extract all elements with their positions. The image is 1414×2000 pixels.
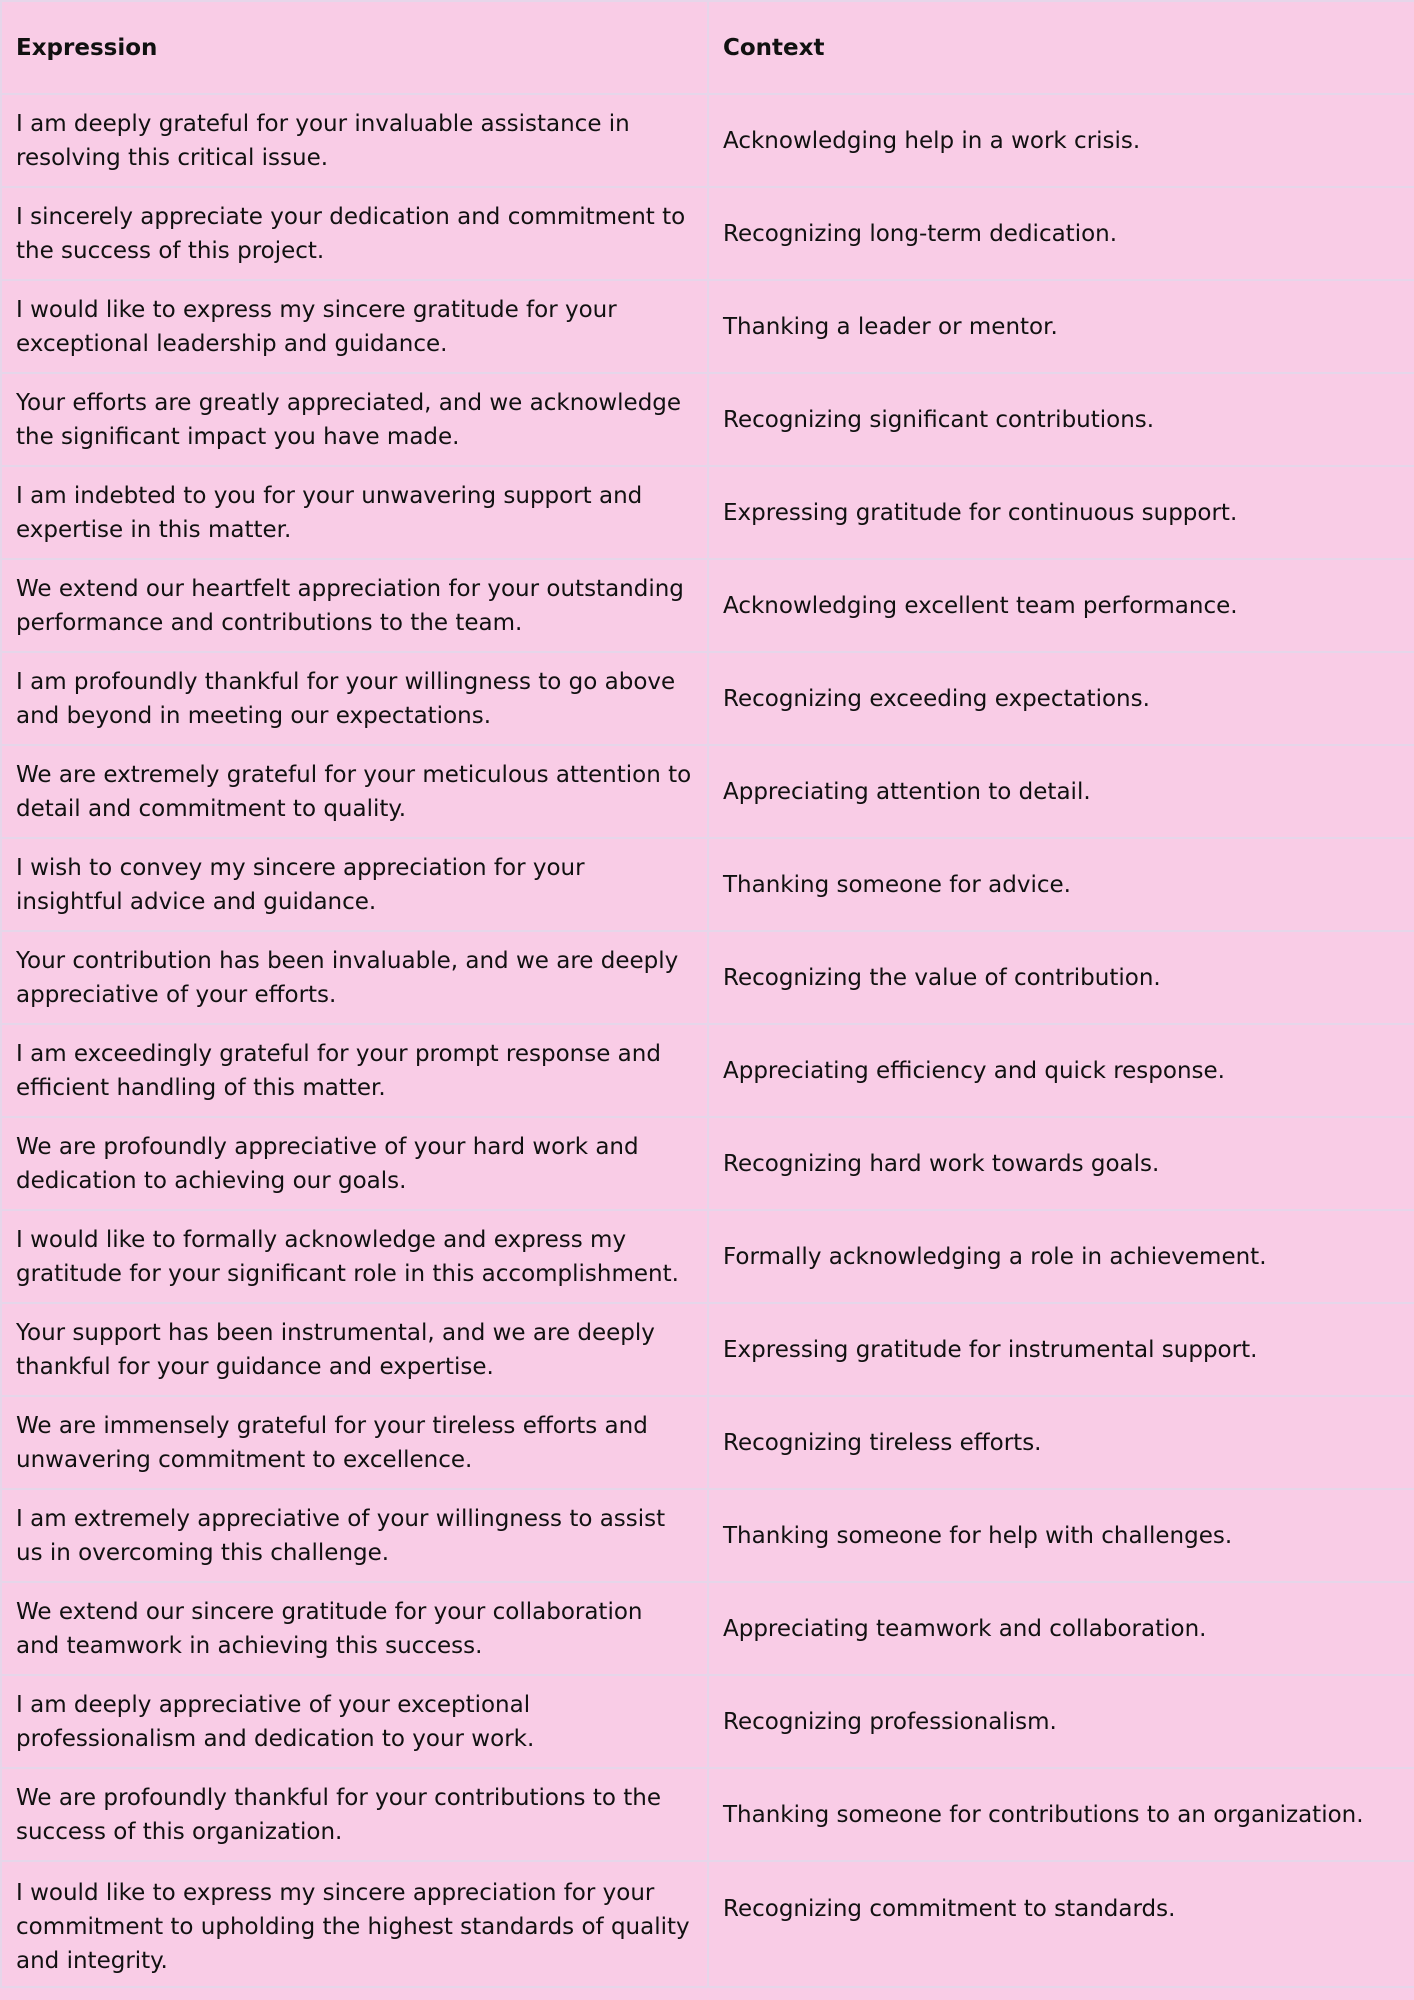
table-row (1, 1117, 1414, 1210)
context-cell: Recognizing exceeding expectations. (708, 652, 1414, 745)
table-row (1, 466, 1414, 559)
table-row (1, 1489, 1414, 1582)
context-cell: Acknowledging help in a work crisis. (708, 94, 1414, 187)
table-row (1, 745, 1414, 838)
expression-cell: I would like to express my sincere gratitude for your exceptional leadership and guidance. (1, 280, 708, 373)
context-cell: Recognizing significant contributions. (708, 373, 1414, 466)
table-row (1, 1582, 1414, 1675)
context-cell: Recognizing tireless efforts. (708, 1396, 1414, 1489)
table-row (1, 559, 1414, 652)
table-row (1, 838, 1414, 931)
expression-cell: I am deeply appreciative of your exceptional professionalism and dedication to your work. (1, 1675, 708, 1768)
table-row (1, 187, 1414, 280)
context-cell: Appreciating teamwork and collaboration. (708, 1582, 1414, 1675)
context-cell: Thanking someone for advice. (708, 838, 1414, 931)
table-row (1, 94, 1414, 187)
expression-cell: I am extremely appreciative of your willingness to assist us in overcoming this challenge. (1, 1489, 708, 1582)
expression-cell: I would like to express my sincere appreciation for your commitment to upholding the highest standards of quality and integrity. (1, 1861, 708, 1987)
context-cell: Expressing gratitude for continuous support. (708, 466, 1414, 559)
context-cell: Acknowledging excellent team performance. (708, 559, 1414, 652)
expression-cell: We extend our heartfelt appreciation for your outstanding performance and contributions to the team. (1, 559, 708, 652)
expression-cell: We are extremely grateful for your meticulous attention to detail and commitment to quality. (1, 745, 708, 838)
expression-cell: Your efforts are greatly appreciated, and we acknowledge the significant impact you have made. (1, 373, 708, 466)
context-cell: Recognizing professionalism. (708, 1675, 1414, 1768)
table-row (1, 373, 1414, 466)
expression-cell: I wish to convey my sincere appreciation for your insightful advice and guidance. (1, 838, 708, 931)
context-cell: Recognizing the value of contribution. (708, 931, 1414, 1024)
expression-cell: I am deeply grateful for your invaluable assistance in resolving this critical issue. (1, 94, 708, 187)
header-context: Context (708, 1, 1414, 94)
expression-cell: I am indebted to you for your unwavering support and expertise in this matter. (1, 466, 708, 559)
table-row (1, 1675, 1414, 1768)
expression-cell: I am profoundly thankful for your willingness to go above and beyond in meeting our expectations. (1, 652, 708, 745)
context-cell: Appreciating attention to detail. (708, 745, 1414, 838)
context-cell: Thanking someone for help with challenges. (708, 1489, 1414, 1582)
expression-cell: Your contribution has been invaluable, and we are deeply appreciative of your efforts. (1, 931, 708, 1024)
context-cell: Formally acknowledging a role in achievement. (708, 1210, 1414, 1303)
expression-cell: We extend our sincere gratitude for your collaboration and teamwork in achieving this success. (1, 1582, 708, 1675)
context-cell: Recognizing hard work towards goals. (708, 1117, 1414, 1210)
context-cell: Appreciating efficiency and quick response. (708, 1024, 1414, 1117)
context-cell: Recognizing long-term dedication. (708, 187, 1414, 280)
expression-cell: I sincerely appreciate your dedication and commitment to the success of this project. (1, 187, 708, 280)
table-row (1, 1396, 1414, 1489)
table-row (1, 1861, 1414, 1987)
header-expression: Expression (1, 1, 708, 94)
table-row (1, 652, 1414, 745)
table-row (1, 1024, 1414, 1117)
table-row (1, 931, 1414, 1024)
table-row (1, 1303, 1414, 1396)
table-row (1, 1210, 1414, 1303)
context-cell: Expressing gratitude for instrumental support. (708, 1303, 1414, 1396)
table-row (1, 280, 1414, 373)
header-row (1, 1, 1414, 94)
context-cell: Thanking someone for contributions to an organization. (708, 1768, 1414, 1861)
expression-cell: I am exceedingly grateful for your prompt response and efficient handling of this matter. (1, 1024, 708, 1117)
expression-cell: I would like to formally acknowledge and express my gratitude for your significant role in this accomplishment. (1, 1210, 708, 1303)
expression-cell: We are profoundly appreciative of your hard work and dedication to achieving our goals. (1, 1117, 708, 1210)
expression-cell: We are profoundly thankful for your contributions to the success of this organization. (1, 1768, 708, 1861)
context-cell: Thanking a leader or mentor. (708, 280, 1414, 373)
table-row (1, 1768, 1414, 1861)
context-cell: Recognizing commitment to standards. (708, 1861, 1414, 1987)
expression-cell: We are immensely grateful for your tireless efforts and unwavering commitment to excellence. (1, 1396, 708, 1489)
expression-cell: Your support has been instrumental, and we are deeply thankful for your guidance and expertise. (1, 1303, 708, 1396)
